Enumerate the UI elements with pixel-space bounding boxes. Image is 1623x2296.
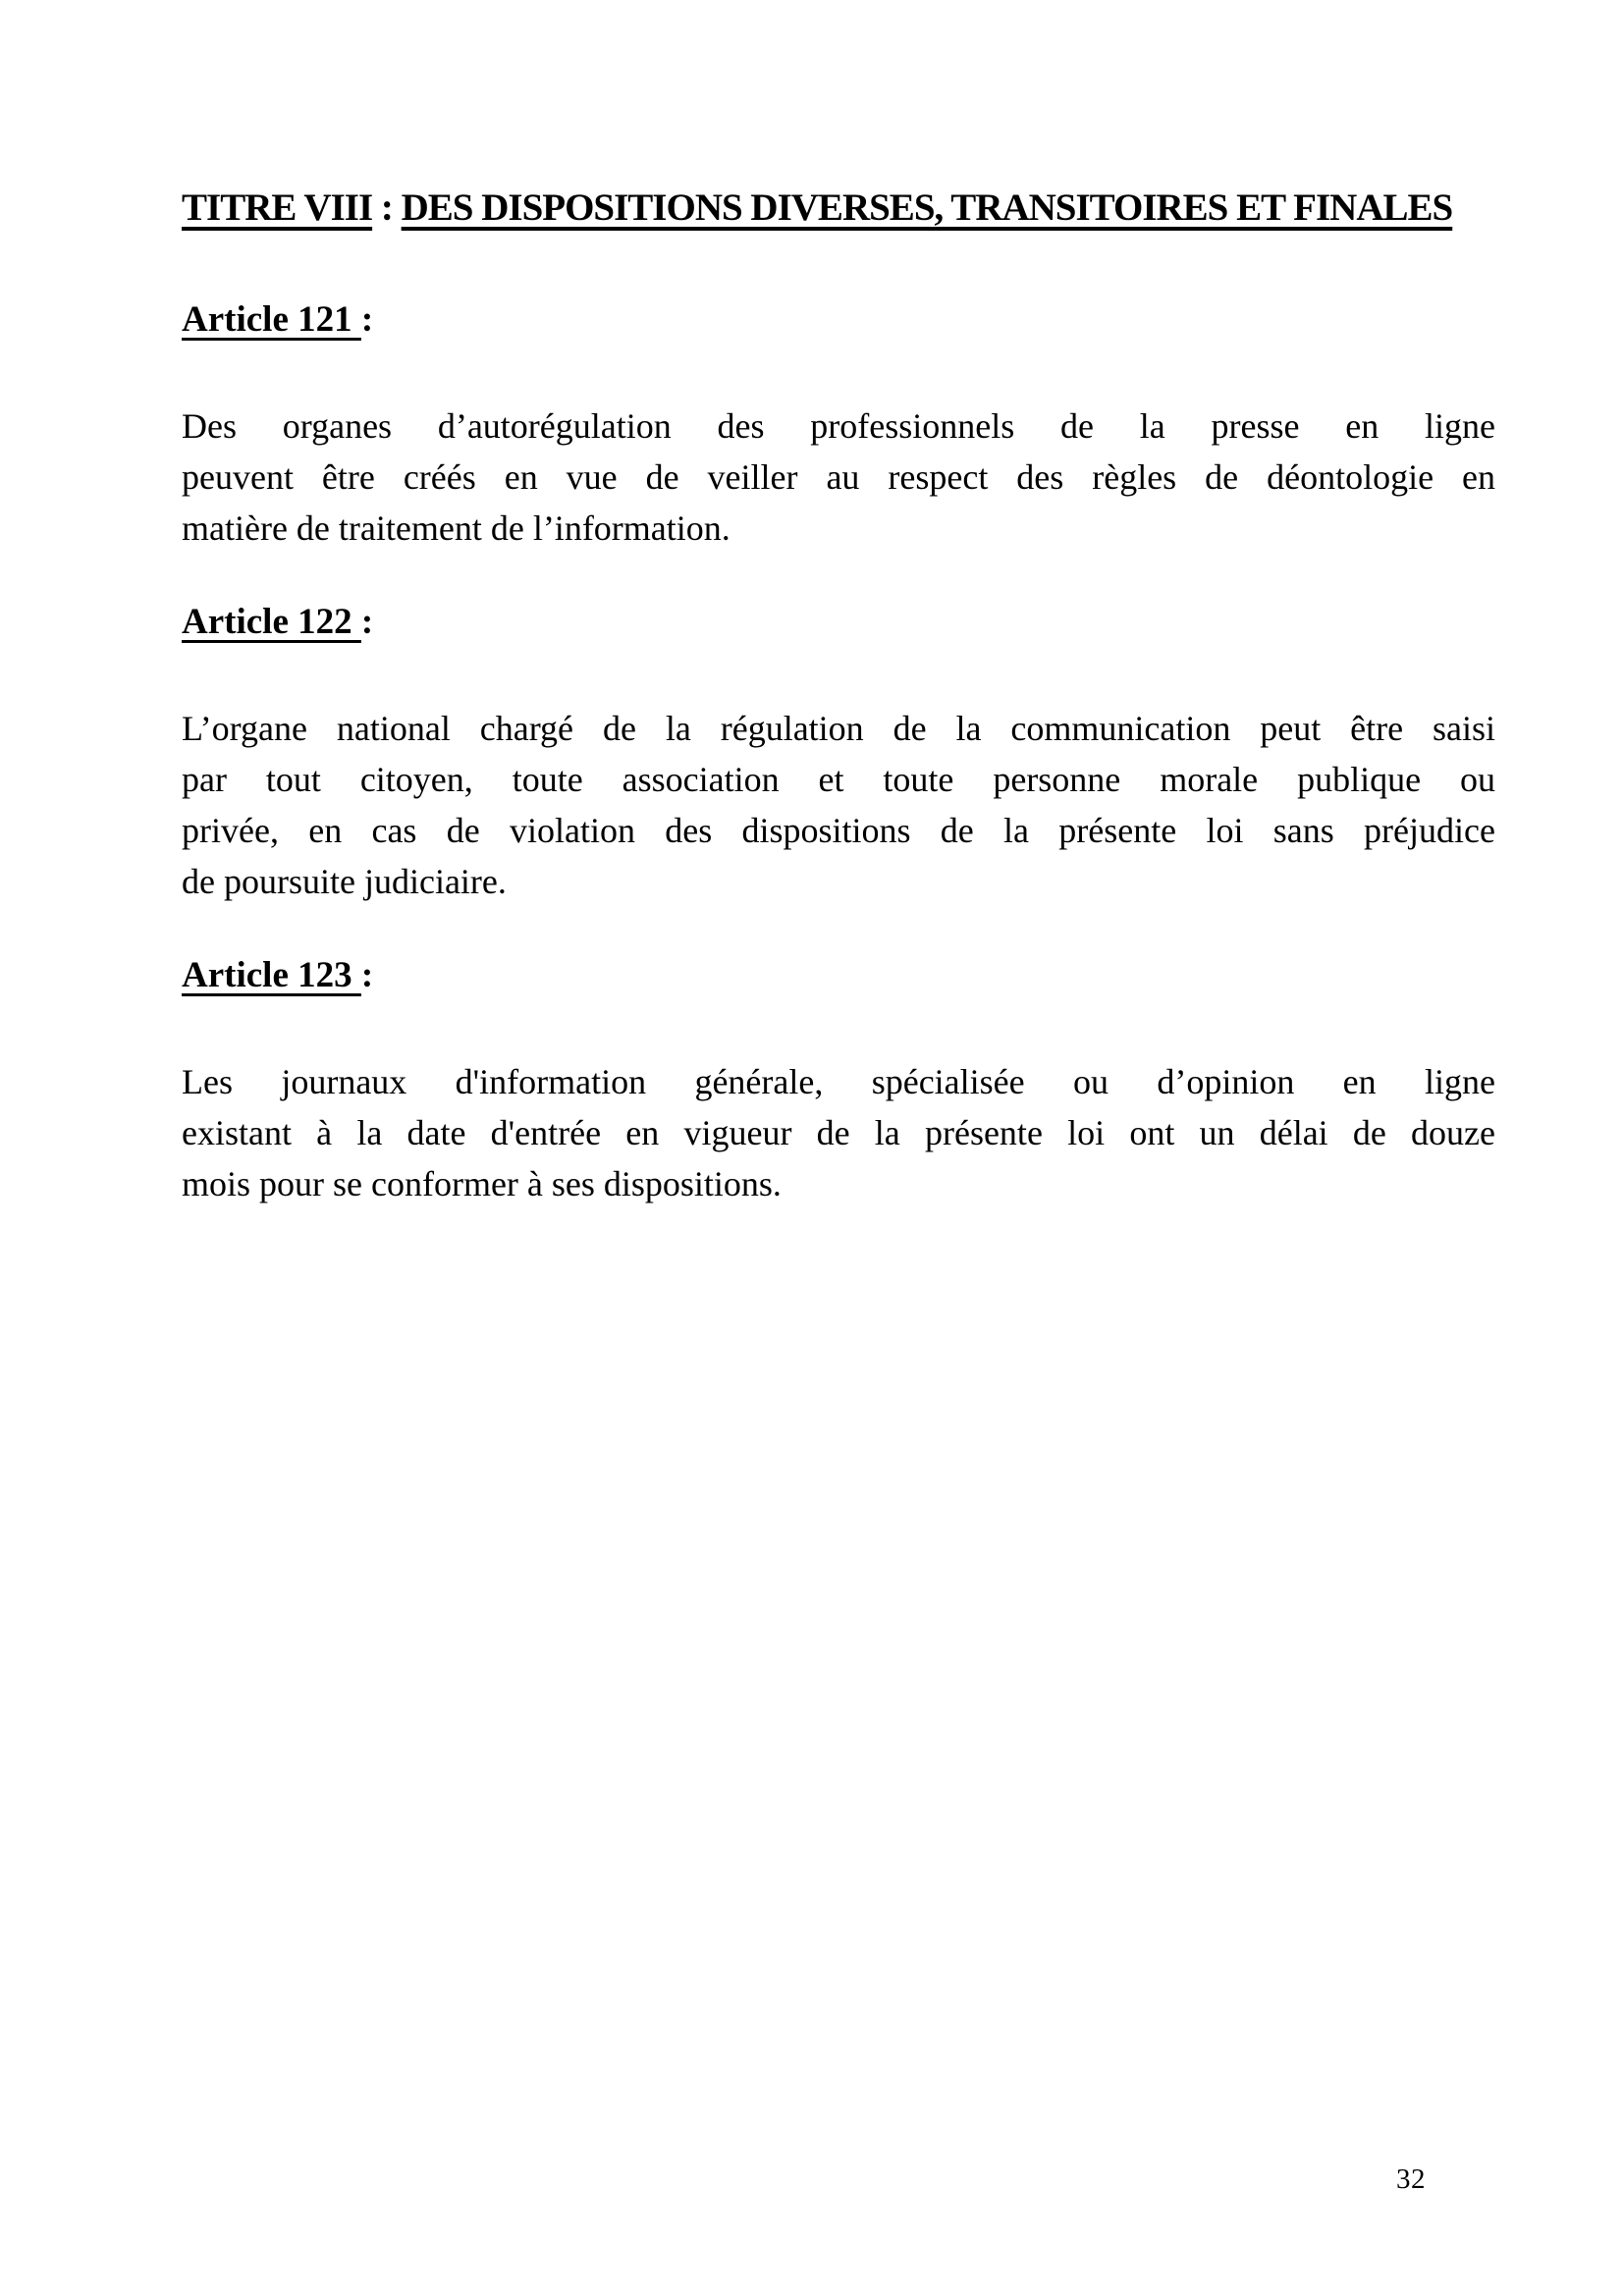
- article-123-paragraph: [182, 1056, 1495, 1209]
- text-line: matière de traitement de l’information.: [182, 508, 730, 548]
- text-line: L’organe national chargé de la régulation de la communication peut être saisi: [182, 709, 1495, 748]
- text-line: Des organes d’autorégulation des professionnels de la presse en ligne: [182, 406, 1495, 446]
- article-121-colon: :: [360, 299, 374, 340]
- article-121-label: Article 121: [182, 299, 361, 340]
- article-121-paragraph: [182, 400, 1495, 554]
- article-123-label: Article 123: [182, 955, 361, 995]
- title-text: DES DISPOSITIONS DIVERSES, TRANSITOIRES ET FINALES: [401, 187, 1453, 229]
- text-line: privée, en cas de violation des dispositions de la présente loi sans préjudice: [182, 811, 1495, 850]
- article-122-colon: :: [360, 602, 374, 642]
- article-122-label: Article 122: [182, 602, 361, 642]
- page-number: 32: [1396, 2163, 1426, 2195]
- article-123-heading: [182, 950, 1495, 1001]
- text-line: Les journaux d'information générale, spécialisée ou d’opinion en ligne: [182, 1062, 1495, 1101]
- text-line: mois pour se conformer à ses dispositions.: [182, 1164, 782, 1203]
- text-line: de poursuite judiciaire.: [182, 862, 507, 901]
- article-121-heading: [182, 294, 1495, 346]
- text-line: existant à la date d'entrée en vigueur de la présente loi ont un délai de douze: [182, 1113, 1495, 1152]
- title-separator: :: [372, 187, 402, 229]
- title-heading: [182, 181, 1495, 236]
- article-122-heading: [182, 597, 1495, 648]
- title-number: TITRE VIII: [182, 187, 373, 229]
- article-122-paragraph: [182, 703, 1495, 907]
- article-123-colon: :: [360, 955, 374, 995]
- text-line: peuvent être créés en vue de veiller au respect des règles de déontologie en: [182, 457, 1495, 497]
- text-line: par tout citoyen, toute association et toute personne morale publique ou: [182, 760, 1495, 799]
